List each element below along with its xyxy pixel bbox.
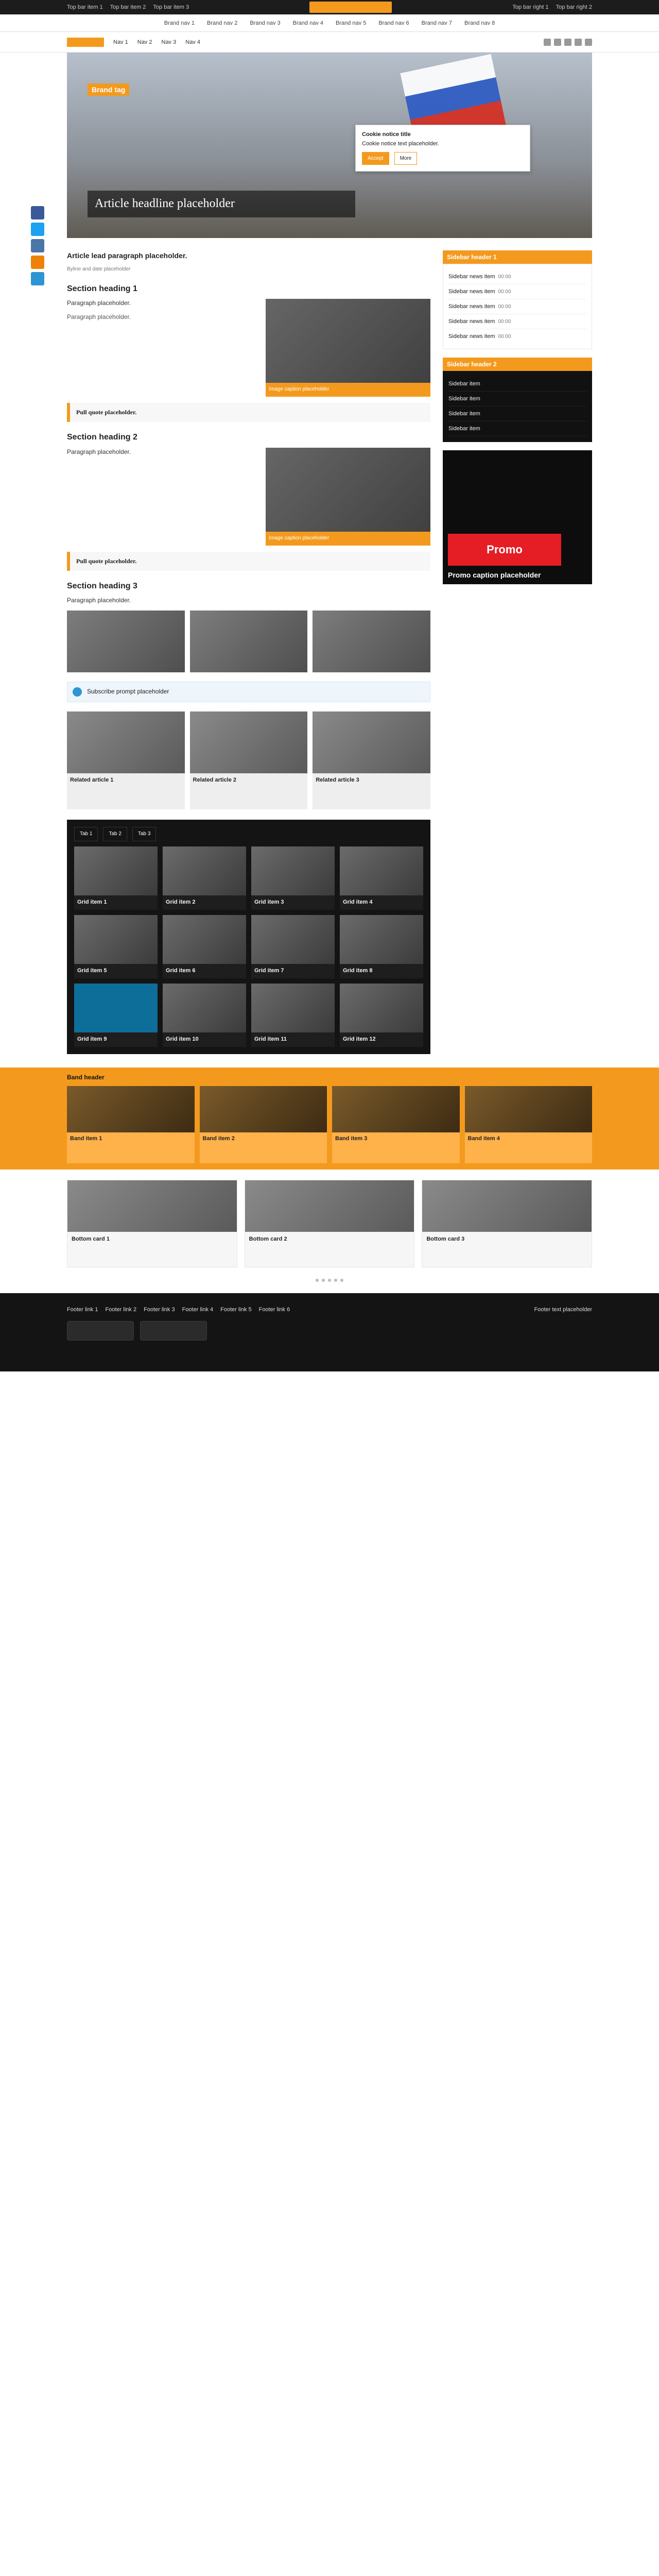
dark-grid-item[interactable] (74, 846, 158, 910)
dark-grid-image (163, 984, 246, 1032)
twitter-icon[interactable] (31, 223, 44, 236)
article-byline: Byline and date placeholder (67, 266, 131, 273)
sidebar-news-item[interactable] (448, 329, 586, 344)
bottom-card[interactable] (422, 1180, 592, 1267)
footer-row (67, 1307, 592, 1313)
dark-grid-title: Grid item 5 (77, 967, 107, 974)
sidebar-news-time: 00:00 (498, 274, 511, 280)
social-icon[interactable] (554, 39, 561, 46)
nav-item-3[interactable]: Nav 3 (161, 39, 177, 45)
cookie-accept-button[interactable]: Accept (362, 152, 389, 165)
dark-grid-item[interactable] (163, 984, 246, 1047)
sidebar-dark-item[interactable]: Sidebar item (448, 406, 586, 421)
dark-tab[interactable]: Tab 1 (74, 827, 98, 842)
orange-band-title: Band item 2 (202, 1135, 235, 1142)
bottom-card-title: Bottom card 1 (72, 1235, 110, 1242)
top-bar (0, 0, 659, 14)
related-card[interactable] (313, 711, 430, 809)
orange-band-title: Band item 1 (70, 1135, 102, 1142)
dark-grid-title: Grid item 2 (166, 899, 196, 906)
orange-band-header: Band header (67, 1073, 105, 1081)
nav-item-4[interactable]: Nav 4 (185, 39, 200, 45)
gallery-tile[interactable] (67, 611, 185, 672)
orange-band-item[interactable] (200, 1086, 327, 1163)
sidebar-widget-news (443, 250, 592, 349)
facebook-icon[interactable] (31, 206, 44, 219)
orange-band-image (465, 1086, 593, 1132)
social-icon[interactable] (564, 39, 571, 46)
related-card[interactable] (190, 711, 308, 809)
sidebar-news-item[interactable] (448, 314, 586, 329)
dark-grid-title: Grid item 4 (343, 899, 373, 906)
brand-nav-3[interactable]: Brand nav 3 (250, 20, 281, 26)
sidebar-header-news: Sidebar header 1 (443, 250, 592, 264)
social-icon[interactable] (575, 39, 582, 46)
promo-box[interactable] (443, 450, 592, 584)
sidebar-news-item[interactable] (448, 299, 586, 314)
nav-item-1[interactable]: Nav 1 (113, 39, 128, 45)
brand-nav-8[interactable]: Brand nav 8 (464, 20, 495, 26)
dark-grid-item[interactable] (251, 915, 335, 978)
dark-grid-item[interactable] (163, 846, 246, 910)
dark-grid-image (340, 846, 423, 895)
related-card[interactable] (67, 711, 185, 809)
dark-grid-item[interactable] (340, 846, 423, 910)
dark-grid-item[interactable] (74, 915, 158, 978)
dark-grid-image (74, 915, 158, 964)
footer-store-badges (67, 1321, 592, 1341)
pull-quote-2: Pull quote placeholder. (67, 552, 430, 571)
footer-link[interactable]: Footer link 3 (144, 1306, 175, 1313)
cookie-text: Cookie notice text placeholder. (362, 141, 439, 147)
related-image (67, 711, 185, 773)
orange-band-image (332, 1086, 460, 1132)
bottom-card-title: Bottom card 3 (426, 1235, 465, 1242)
top-bar-link-2[interactable]: Top bar item 2 (110, 4, 146, 10)
sidebar-body-dark (443, 371, 592, 442)
hero-brand-tag: Brand tag (88, 83, 129, 96)
article-lead: Article lead paragraph placeholder. (67, 251, 187, 260)
carousel-dot[interactable] (316, 1279, 319, 1282)
footer-link[interactable]: Footer link 2 (105, 1306, 137, 1313)
brand-nav-7[interactable]: Brand nav 7 (421, 20, 452, 26)
dark-grid-image (251, 984, 335, 1032)
brand-nav-5[interactable]: Brand nav 5 (336, 20, 367, 26)
section-row-1 (67, 299, 430, 397)
sidebar-news-text: Sidebar news item (448, 318, 495, 325)
article-image-2 (266, 448, 430, 546)
orange-band-title: Band item 3 (335, 1135, 368, 1142)
sidebar-news-time: 00:00 (498, 334, 511, 340)
dark-tab[interactable]: Tab 3 (132, 827, 156, 842)
orange-band (0, 1067, 659, 1170)
carousel-dots (0, 1279, 659, 1282)
top-bar-left (67, 4, 189, 10)
social-icon[interactable] (585, 39, 592, 46)
dark-grid-image (251, 915, 335, 964)
app-store-badge[interactable] (67, 1321, 134, 1341)
bottom-card-title: Bottom card 2 (249, 1235, 287, 1242)
footer (0, 1293, 659, 1371)
dark-grid-image (340, 984, 423, 1032)
section-text-1 (67, 299, 257, 327)
promo-caption: Promo caption placeholder (448, 571, 541, 579)
related-image (313, 711, 430, 773)
sidebar-widget-dark (443, 358, 592, 442)
related-image (190, 711, 308, 773)
gallery-tile[interactable] (313, 611, 430, 672)
top-bar-right-1[interactable]: Top bar right 1 (512, 4, 549, 10)
sidebar (443, 250, 592, 1054)
brand-bar (0, 14, 659, 32)
sidebar-body-news (443, 264, 592, 349)
bottom-card[interactable] (67, 1180, 237, 1267)
article-image-1 (266, 299, 430, 397)
dark-tabs (74, 827, 423, 842)
dark-grid-image (163, 915, 246, 964)
bottom-grid (67, 1180, 592, 1267)
carousel-dot[interactable] (328, 1279, 331, 1282)
gallery-row (67, 611, 430, 672)
bottom-card[interactable] (245, 1180, 415, 1267)
sidebar-news-text: Sidebar news item (448, 274, 495, 280)
dark-grid-image (74, 984, 158, 1032)
cookie-title: Cookie notice title (362, 131, 411, 138)
dark-grid-item-promo[interactable] (74, 984, 158, 1047)
sidebar-dark-item[interactable]: Sidebar item (448, 377, 586, 392)
section-row-2 (67, 448, 430, 546)
top-bar-right (512, 4, 592, 10)
dark-grid-item[interactable] (340, 915, 423, 978)
dark-grid-title: Grid item 10 (166, 1036, 199, 1042)
carousel-dot[interactable] (340, 1279, 343, 1282)
telegram-icon[interactable] (31, 272, 44, 285)
top-bar-right-2[interactable]: Top bar right 2 (556, 4, 592, 10)
related-title: Related article 3 (316, 776, 359, 783)
brand-nav-4[interactable]: Brand nav 4 (292, 20, 323, 26)
dark-grid-title: Grid item 9 (77, 1036, 107, 1042)
orange-band-title: Band item 4 (467, 1135, 500, 1142)
sidebar-dark-item[interactable]: Sidebar item (448, 392, 586, 406)
ok-icon[interactable] (31, 256, 44, 269)
orange-band-grid (67, 1086, 592, 1163)
gallery-tile[interactable] (190, 611, 308, 672)
image-caption-1: Image caption placeholder (266, 383, 430, 397)
paragraph: Paragraph placeholder. (67, 299, 131, 307)
dark-grid-title: Grid item 12 (343, 1036, 376, 1042)
social-icon[interactable] (544, 39, 551, 46)
dark-grid-image (74, 846, 158, 895)
cookie-popup (355, 125, 530, 172)
dark-grid-item[interactable] (163, 915, 246, 978)
section-title-2: Section heading 2 (67, 433, 137, 442)
related-grid (67, 711, 430, 809)
section-title-3: Section heading 3 (67, 581, 137, 590)
cookie-actions (362, 152, 524, 165)
footer-link[interactable]: Footer link 5 (220, 1306, 252, 1313)
sidebar-news-item[interactable] (448, 269, 586, 284)
dark-grid-image (163, 846, 246, 895)
site-logo[interactable] (67, 38, 104, 47)
footer-link[interactable]: Footer link 1 (67, 1306, 98, 1313)
footer-links (67, 1307, 290, 1313)
dark-grid-title: Grid item 1 (77, 899, 107, 906)
carousel-dot[interactable] (334, 1279, 337, 1282)
bottom-card-image (245, 1180, 414, 1232)
paragraph: Paragraph placeholder. (67, 448, 131, 455)
sidebar-header-dark: Sidebar header 2 (443, 358, 592, 371)
paragraph: Paragraph placeholder. (67, 313, 131, 321)
footer-link[interactable]: Footer link 4 (182, 1306, 214, 1313)
content (67, 238, 592, 1054)
subscribe-text: Subscribe prompt placeholder (87, 687, 169, 695)
brand-nav-2[interactable]: Brand nav 2 (207, 20, 238, 26)
share-rail (31, 206, 44, 285)
dark-grid-title: Grid item 8 (343, 967, 373, 974)
brand-nav-6[interactable]: Brand nav 6 (378, 20, 409, 26)
dark-grid-item[interactable] (251, 984, 335, 1047)
dark-tab[interactable]: Tab 2 (103, 827, 127, 842)
subscribe-bar[interactable] (67, 682, 430, 702)
orange-band-image (67, 1086, 195, 1132)
top-promo[interactable] (309, 2, 392, 13)
promo-badge: Promo (448, 534, 561, 566)
dark-grid-title: Grid item 3 (254, 899, 284, 906)
orange-band-item[interactable] (332, 1086, 460, 1163)
paragraph: Paragraph placeholder. (67, 597, 131, 604)
top-bar-link-3[interactable]: Top bar item 3 (153, 4, 189, 10)
brand-nav-1[interactable]: Brand nav 1 (164, 20, 195, 26)
orange-band-item[interactable] (67, 1086, 195, 1163)
dark-grid-item[interactable] (340, 984, 423, 1047)
sidebar-news-item[interactable] (448, 284, 586, 299)
sidebar-news-time: 00:00 (498, 304, 511, 310)
top-bar-link-1[interactable]: Top bar item 1 (67, 4, 103, 10)
section-text-2 (67, 448, 257, 462)
sidebar-dark-item[interactable]: Sidebar item (448, 421, 586, 436)
hero-headline: Article headline placeholder (88, 191, 355, 217)
cookie-more-button[interactable]: More (394, 152, 418, 165)
pull-quote-1: Pull quote placeholder. (67, 403, 430, 422)
orange-band-item[interactable] (465, 1086, 593, 1163)
footer-link[interactable]: Footer link 6 (258, 1306, 290, 1313)
dark-grid-image (251, 846, 335, 895)
dark-section (67, 820, 430, 1054)
dark-grid-title: Grid item 6 (166, 967, 196, 974)
dark-grid-item[interactable] (251, 846, 335, 910)
section-title-1: Section heading 1 (67, 284, 137, 293)
dark-grid-title: Grid item 11 (254, 1036, 287, 1042)
social-icons (544, 39, 592, 46)
carousel-dot[interactable] (322, 1279, 325, 1282)
nav-bar (0, 32, 659, 53)
telegram-icon (73, 687, 82, 697)
related-title: Related article 2 (193, 776, 237, 783)
nav-item-2[interactable]: Nav 2 (137, 39, 152, 45)
sidebar-news-time: 00:00 (498, 289, 511, 295)
sidebar-promo (443, 450, 592, 584)
hero (67, 53, 592, 238)
footer-right-text: Footer text placeholder (534, 1306, 592, 1313)
sidebar-news-text: Sidebar news item (448, 289, 495, 295)
sidebar-news-time: 00:00 (498, 319, 511, 325)
dark-grid (74, 846, 423, 1047)
bottom-card-image (422, 1180, 592, 1232)
sidebar-news-text: Sidebar news item (448, 303, 495, 310)
related-title: Related article 1 (70, 776, 114, 783)
dark-grid-image (340, 915, 423, 964)
image-caption-2: Image caption placeholder (266, 532, 430, 546)
article (67, 250, 430, 1054)
orange-band-image (200, 1086, 327, 1132)
bottom-card-image (67, 1180, 237, 1232)
dark-grid-title: Grid item 7 (254, 967, 284, 974)
sidebar-news-text: Sidebar news item (448, 333, 495, 340)
google-play-badge[interactable] (140, 1321, 207, 1341)
vk-icon[interactable] (31, 239, 44, 252)
